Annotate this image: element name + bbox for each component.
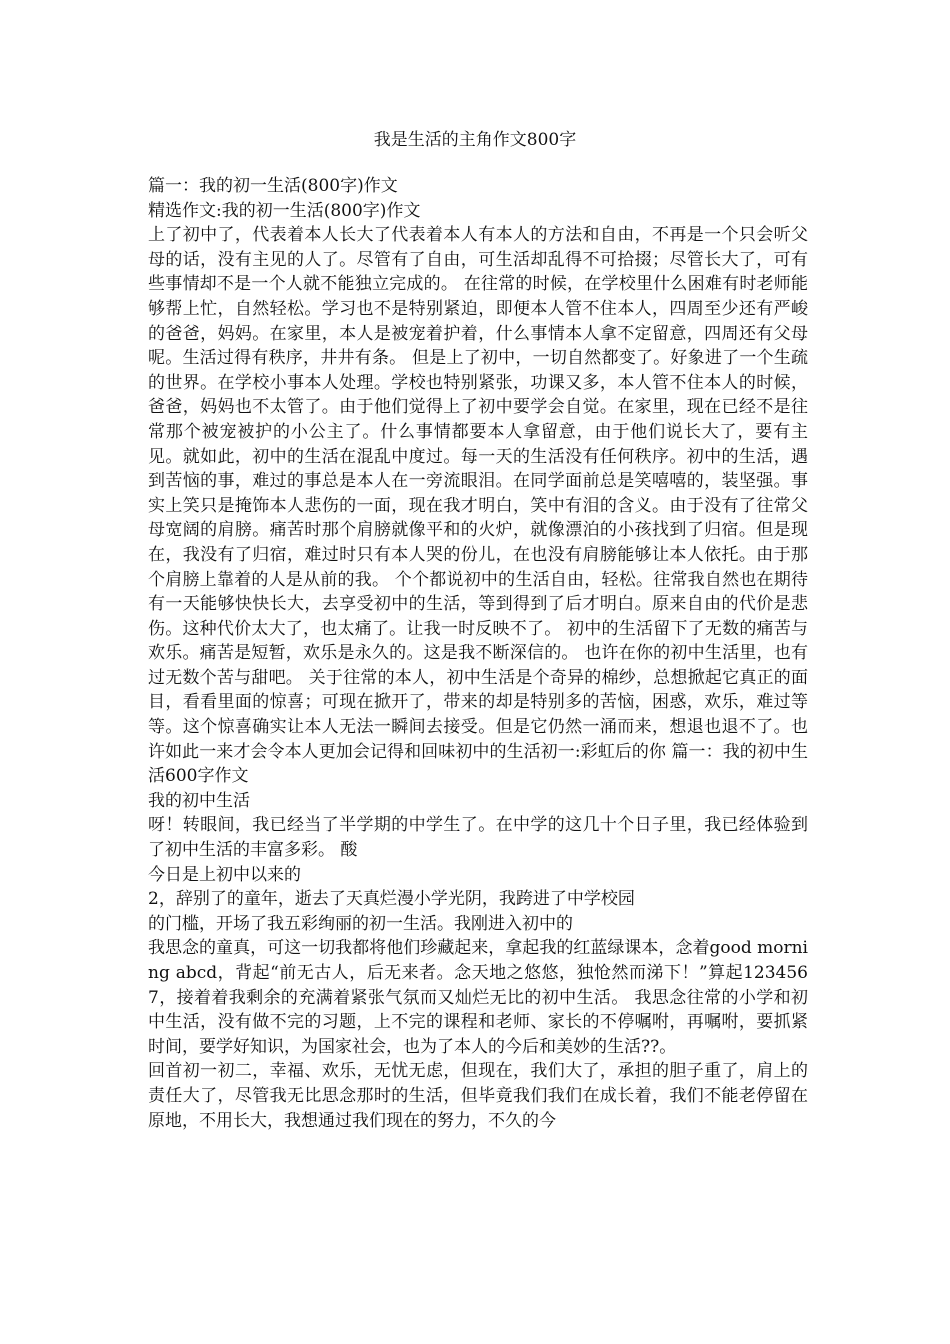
body-paragraph: 我思念的童真，可这一切我都将他们珍藏起来，拿起我的红蓝绿课本，念着good morning abcd，背起“前无古人，后无来者。念天地之悠悠，独怆然而涕下！”算起1234567，接着着我剩余的充满着紧张气氛而又灿烂无比的初中生活。 我思念往常的小学和初中生活，没有做不完的习题，上不完的课程和老师、家长的不停嘱咐，再嘱咐，要抓紧时间，要学好知识，为国家社会，也为了本人的今后和美妙的生活??。 [148,938,808,1057]
body-line: 的门槛，开场了我五彩绚丽的初一生活。我刚进入初中的 [148,913,573,934]
document-title: 我是生活的主角作文800字 [373,130,577,150]
body-line: 2，辞别了的童年，逝去了天真烂漫小学光阴，我跨进了中学校园 [148,889,635,910]
body-paragraph: 回首初一初二，幸福、欢乐，无忧无虑，但现在，我们大了，承担的胆子重了，肩上的责任大了，尽管我无比思念那时的生活，但毕竟我们我们在成长着，我们不能老停留在原地，不用长大，我想通过我们现在的努力，不久的今 [148,1061,808,1131]
body-line: 今日是上初中以来的 [148,864,301,885]
section-subheading: 精选作文:我的初一生活(800字)作文 [148,200,421,221]
document-body [148,174,808,1133]
body-paragraph: 上了初中了，代表着本人长大了代表着本人有本人的方法和自由，不再是一个只会听父母的话，没有主见的人了。尽管有了自由，可生活却乱得不可拾掇；尽管长大了，可有些事情却不是一个人就不能独立完成的。 在往常的时候，在学校里什么困难有时老师能够帮上忙，自然轻松。学习也不是特别紧迫，即便本人管不住本人，四周至少还有严峻的爸爸，妈妈。在家里，本人是被宠着护着，什么事情本人拿不定留意，四周还有父母呢。生活过得有秩序，井井有条。 但是上了初中，一切自然都变了。好象进了一个生疏的世界。在学校小事本人处理。学校也特别紧张，功课又多，本人管不住本人的时候，爸爸，妈妈也不太管了。由于他们觉得上了初中要学会自觉。在家里，现在已经不是往常那个被宠被护的小公主了。什么事情都要本人拿留意，由于他们说长大了，要有主见。就如此，初中的生活在混乱中度过。每一天的生活没有任何秩序。初中的生活，遇到苦恼的事，难过的事总是本人在一旁流眼泪。在同学面前总是笑嘻嘻的，装坚强。事实上笑只是掩饰本人悲伤的一面，现在我才明白，笑中有泪的含义。由于没有了往常父母宽阔的肩膀。痛苦时那个肩膀就像平和的火炉，就像漂泊的小孩找到了归宿。但是现在，我没有了归宿，难过时只有本人哭的份儿，在也没有肩膀能够让本人依托。由于那个肩膀上靠着的人是从前的我。 个个都说初中的生活自由，轻松。往常我自然也在期待有一天能够快快长大，去享受初中的生活，等到得到了后才明白。原来自由的代价是悲伤。这种代价太大了，也太痛了。让我一时反映不了。 初中的生活留下了无数的痛苦与欢乐。痛苦是短暂，欢乐是永久的。这是我不断深信的。 也许在你的初中生活里，也有过无数个苦与甜吧。 关于往常的本人，初中生活是个奇异的棉纱，总想掀起它真正的面目，看看里面的惊喜；可现在掀开了，带来的却是特别多的苦恼，困惑，欢乐，难过等等。这个惊喜确实让本人无法一瞬间去接受。但是它仍然一涌而来，想退也退不了。也许如此一来才会令本人更加会记得和回味初中的生活初一:彩虹后的你 篇一：我的初中生活600字作文 [148,225,808,787]
section-heading: 我的初中生活 [148,790,250,811]
body-paragraph: 呀！转眼间，我已经当了半学期的中学生了。在中学的这几十个日子里，我已经体验到了初中生活的丰富多彩。 酸 [148,815,808,861]
section-heading: 篇一：我的初一生活(800字)作文 [148,176,398,196]
